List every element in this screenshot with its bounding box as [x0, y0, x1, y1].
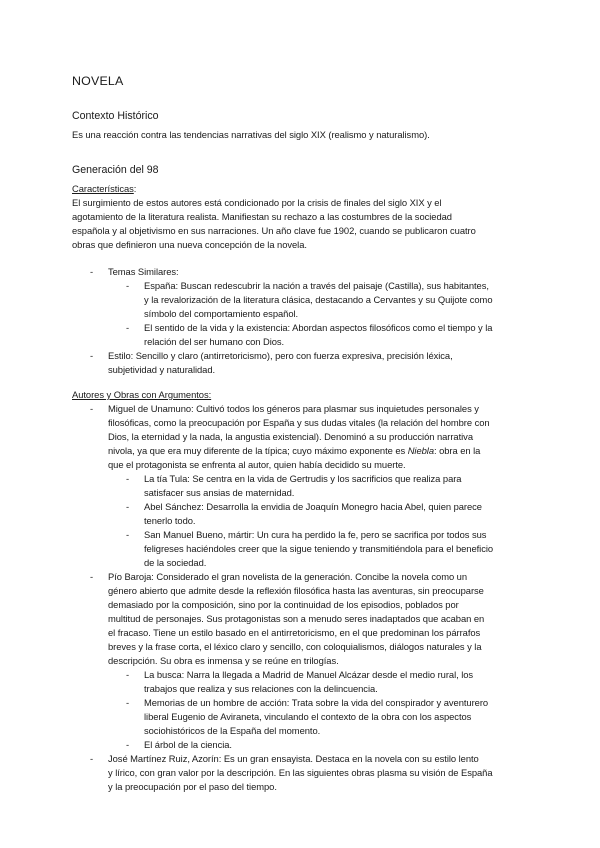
arbol-line: El árbol de la ciencia. — [144, 739, 232, 750]
sentido-line: relación del ser humano con Dios. — [144, 336, 285, 347]
bullet-dash: - — [126, 322, 130, 333]
bullet-dash: - — [90, 350, 94, 361]
azorin-line: y la preocupación por el paso del tiempo. — [108, 781, 277, 792]
baroja-line: género abierto que admite desde la reflexión filosófica hasta las aventuras, sin preocuparse — [108, 585, 484, 596]
manuel-line: San Manuel Bueno, mártir: Un cura ha perdido la fe, pero se sacrifica por todos sus — [144, 529, 487, 540]
contexto-text: Es una reacción contra las tendencias narrativas del siglo XIX (realismo y naturalismo). — [72, 129, 430, 140]
memorias-line: Memorias de un hombre de acción: Trata sobre la vida del conspirador y aventurero — [144, 697, 489, 708]
unamuno-line: filosóficas, como la preocupación por España y sus dudas vitales (la relación del hombre con — [108, 417, 490, 428]
intro-line: española y al objetivismo en sus narraciones. Un año clave fue 1902, cuando se publicaron cuatro — [72, 225, 476, 236]
azorin-line: y lírico, con gran valor por la descripción. En las siguientes obras plasma su visión de España — [108, 767, 493, 778]
caracteristicas-colon: : — [133, 183, 137, 194]
bullet-dash: - — [126, 473, 130, 484]
estilo-line: Estilo: Sencillo y claro (antirretoricismo), pero con fuerza expresiva, precisión léxica, — [108, 350, 453, 361]
bullet-dash: - — [90, 753, 94, 764]
abel-line: tenerlo todo. — [144, 515, 196, 526]
baroja-line: el fracaso. Tiene un estilo basado en el antirretoricismo, en el que predominan los párrafos — [108, 627, 481, 638]
bullet-dash: - — [126, 669, 130, 680]
espana-line: símbolo del comportamiento español. — [144, 308, 299, 319]
baroja-line: multitud de personajes. Sus protagonistas son a menudo seres inadaptados que acaban en — [108, 613, 485, 624]
azorin-line: José Martínez Ruiz, Azorín: Es un gran ensayista. Destaca en la novela con su estilo lento — [108, 753, 479, 764]
estilo-line: subjetividad y naturalidad. — [108, 364, 216, 375]
bullet-dash: - — [126, 501, 130, 512]
abel-line: Abel Sánchez: Desarrolla la envidia de Joaquín Monegro hacia Abel, quien parece — [144, 501, 482, 512]
memorias-line: sociohistóricos de la España del momento. — [144, 725, 321, 736]
bullet-dash: - — [126, 529, 130, 540]
unamuno-line: Dios, la eternidad y la nada, la angustia existencial). Denominó a su producción narrativa — [108, 431, 473, 442]
baroja-line: demasiado por la composición, sino por la continuidad de los episodios, poblados por — [108, 599, 459, 610]
unamuno-line4-b: : obra en la — [433, 445, 481, 456]
bullet-dash: - — [90, 403, 94, 414]
baroja-line: breves y la frase corta, el léxico claro y sencillo, con coloquialismos, diálogos naturales y la — [108, 641, 482, 652]
espana-line: y la revalorización de la literatura clásica, destacando a Cervantes y su Quijote como — [144, 294, 493, 305]
tula-line: satisfacer sus ansias de maternidad. — [144, 487, 295, 498]
sentido-line: El sentido de la vida y la existencia: Abordan aspectos filosóficos como el tiempo y la — [144, 322, 493, 333]
unamuno-line: Miguel de Unamuno: Cultivó todos los géneros para plasmar sus inquietudes personales y — [108, 403, 479, 414]
bullet-dash: - — [90, 266, 94, 277]
busca-line: trabajos que realiza y sus relaciones con la delincuencia. — [144, 683, 378, 694]
generacion-heading: Generación del 98 — [72, 164, 159, 176]
unamuno-line — [108, 445, 480, 457]
baroja-line: descripción. Su obra es inmensa y se reúne en trilogías. — [108, 655, 339, 666]
bullet-dash: - — [126, 280, 130, 291]
busca-line: La busca: Narra la llegada a Madrid de Manuel Alcázar desde el medio rural, los — [144, 669, 474, 680]
caracteristicas-label — [72, 183, 136, 195]
intro-line: El surgimiento de estos autores está condicionado por la crisis de finales del siglo XIX y el — [72, 197, 442, 208]
tula-line: La tía Tula: Se centra en la vida de Gertrudis y los sacrificios que realiza para — [144, 473, 462, 484]
unamuno-line: que el protagonista se enfrenta al autor, quien había decidido su muerte. — [108, 459, 406, 470]
bullet-dash: - — [90, 571, 94, 582]
niebla-title: Niebla — [407, 445, 434, 456]
bullet-dash: - — [126, 739, 130, 750]
espana-line: España: Buscan redescubrir la nación a través del paisaje (Castilla), sus habitantes, — [144, 280, 489, 291]
autores-heading: Autores y Obras con Argumentos: — [72, 389, 212, 400]
unamuno-line4-a: nivola, ya que era muy diferente de la típica; cuyo máximo exponente es — [108, 445, 408, 456]
intro-line: obras que definieron una nueva concepción de la novela. — [72, 239, 307, 250]
manuel-line: de la sociedad. — [144, 557, 207, 568]
baroja-line: Pío Baroja: Considerado el gran novelista de la generación. Concibe la novela como un — [108, 571, 468, 582]
memorias-line: liberal Eugenio de Aviraneta, vinculando el contexto de la obra con los aspectos — [144, 711, 472, 722]
manuel-line: feligreses haciéndoles creer que la sigue teniendo y transmitiéndola para el beneficio — [144, 543, 494, 554]
caracteristicas-link-text: Características — [72, 183, 134, 194]
page-title: NOVELA — [72, 74, 124, 88]
temas-label: Temas Similares: — [108, 266, 179, 277]
bullet-dash: - — [126, 697, 130, 708]
contexto-heading: Contexto Histórico — [72, 110, 159, 122]
intro-line: agotamiento de la literatura realista. Manifiestan su rechazo a las costumbres de la sociedad — [72, 211, 452, 222]
